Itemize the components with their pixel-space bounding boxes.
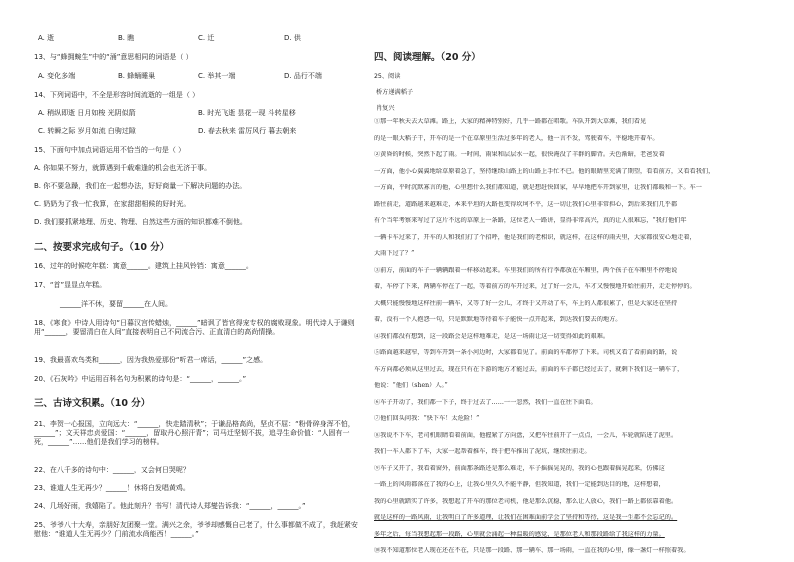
passage-line: ⑥车子开动了，我们都一下子，终于过去了……一一忽然，我们一直在往下面看。 (374, 398, 597, 406)
passage-line: ⑧我说不下车，老司机眼睛看着前面，他握紧了方向盘，又把车往前开了一点点，一会儿，车轮就陷进了泥里。 (374, 431, 678, 439)
passage-title: 桥方递满稻子 (376, 89, 414, 96)
passage-line: ⑦他们回头问我：“快下车！太危险！” (374, 415, 480, 422)
q14-option-b: B. 时光飞逝 昙花一现 斗转星移 (198, 109, 296, 117)
q14-option-c: C. 转瞬之际 岁月如流 白驹过隙 (38, 127, 136, 135)
q12-option-a: A. 逝 (38, 34, 55, 42)
q15-option-d: D. 我们要抓紧地理、历史、物理、自然这些方面的知识都难不倒他。 (34, 218, 247, 226)
passage-line: ②黄昏的时候，突然下起了雨。一时间，雨果和层层水一起，很快淹没了羊群的脚背。天色渐暗，老爸发着 (374, 151, 665, 158)
section-4-heading: 四、阅读理解。（20 分） (374, 52, 481, 63)
q12-option-c: C. 迁 (198, 34, 215, 42)
passage-line: ④我们都没有想到，这一段路会是这样地难走，是这一场雨让这一切变得如此的艰难。 (374, 332, 610, 340)
passage-author: 肖复兴 (376, 105, 395, 112)
passage-line: 他说：“他们（shen）人。” (374, 382, 448, 389)
question-16: 16、过年的时候吃年糕：寓意______。建筑上挂风铃铛：寓意______。 (34, 262, 253, 270)
q15-option-c: C. 奶奶为了我一忙我算，在家甜甜相候的好时光。 (34, 200, 191, 208)
passage-line: 有个当年考察来写过了这片不远的草原上一条路，这位老人一路讲，显得非常高兴，真的让人很难忘，“我打他们年 (374, 217, 687, 224)
passage-line: 就是这样的一路风雨，让我明白了许多道理，让我们在困难面前学会了坚持和等待，这是我一生都不会忘记的。 (374, 514, 678, 521)
q14-option-d: D. 春去秋来 雷厉风行 暮去朝来 (198, 127, 297, 135)
question-17-blank: ______洋不休，要留______在人间。 (60, 300, 172, 308)
q12-option-d: D. 供 (284, 34, 301, 42)
q15-option-b: B. 你不要急躁，我们在一起想办法，好好商量一下解决问题的办法。 (34, 182, 247, 190)
passage-line: ③前方，前面的车子一辆辆跟着一样移动起来。车里我们的所有行李都放在车厢里，两个孩子在车厢里不停地说 (374, 266, 678, 274)
q12-option-b: B. 瞧 (118, 34, 135, 42)
q13-option-c: C. 举其一端 (198, 72, 236, 80)
question-22: 22、在八千多的诗句中：______，又会何日哭呢？ (34, 466, 190, 474)
question-13: 13、与“蜂拥蜿生”中的“涌”意思相同的词语是（ ） (34, 53, 193, 61)
question-23: 23、谁道人生无再少？______！休将白发唱黄鸡。 (34, 484, 190, 492)
passage-line: 多年之后，每当我想起那一段路，心里就会涌起一种温暖的感觉，是那位老人和那段路给了我这样的力量。 (374, 530, 665, 538)
question-25: 25、爷爷八十大寿，亲朋好友团聚一堂。满兴之余，爷爷却感慨自己老了，什么事都做不成了，我赶紧安慰他：“谁道人生无再少？门前流水尚能西！______。” (34, 521, 358, 538)
reading-subheading: 25、阅读 (374, 73, 401, 80)
q13-option-b: B. 蜂蛹睡巢 (118, 72, 156, 80)
passage-line: 我的心里就踏实了许多，我想起了开车的那位老司机，他是那么沉稳，那么让人放心，我们一路上都依靠着他。 (374, 497, 678, 505)
question-15: 15、下面句中加点词语运用不恰当的一句是（ ） (34, 146, 186, 154)
passage-line: 着，车停了下来，两辆车停在了一起，等着前方的车开过来，过了好一会儿，车才又慢慢地开始往前开，走走停停的。 (374, 283, 696, 290)
passage-line: 大概只能慢慢地这样往前一辆车，又等了好一会儿，才终于又开动了车，车上的人都很累了，但是大家还在坚持 (374, 299, 678, 307)
passage-line: 一方面，平时沉默寡言的他，心里想什么我们都知道，就是想赶快回家，早早地把车开到家里，让我们都暖和一下。车一 (374, 184, 702, 191)
passage-line: 一辆卡车过来了，开车的人和我们打了个招呼，他是我们的老相识，就这样，在这样的雨天里，大家都很安心地走着， (374, 233, 696, 241)
question-18: 18、《寒食》中诗人用诗句“日暮汉宫传蜡烛，______”暗讽了皆官得宠专权的腐败现象。明代诗人于谦则用“______，要留清白在人间”直接表明自己不同流合污、正直清白的高尚情操。 (34, 319, 355, 336)
passage-line: ⑨车子又开了，我看着窗外，前面那条路还是那么难走，车子摇摇晃晃的，我的心也跟着摇晃起来，仿佛这 (374, 464, 665, 472)
passage-line: 着，没有一个人抱怨一句，只是默默地等待着车子能快一点开起来，到达我们要去的地方。 (374, 316, 622, 323)
section-2-heading: 二、按要求完成句子。（10 分） (34, 242, 170, 253)
q15-option-a: A. 你如果不努力，就算遇到千载难逢的机会也无济于事。 (34, 164, 212, 172)
q13-option-a: A. 变化多端 (38, 72, 76, 80)
passage-line: ⑩我不知道那位老人现在还在不在，只是那一段路、那一辆车、那一场雨，一直在我的心里，像一盏灯一样照着我。 (374, 547, 690, 554)
passage-line: ①那一年秋天去大草滩。路上，大家的精神特别好，几乎一路都在唱歌。车队开到大草滩，我们看见 (374, 118, 647, 125)
q14-option-a: A. 稍纵即逝 日月如梭 光阴似箭 (38, 109, 136, 117)
q13-option-d: D. 品行不端 (284, 72, 322, 80)
passage-line: 路往前走，道路越来越难走，本来平坦的大路也变得坎坷不平，这一切让我们心里非常担心，到后来我们几乎都 (374, 200, 678, 208)
passage-line: ⑤路面越来越窄，等到车开到一条小河边时，大家都看见了。前面的车都停了下来。司机又看了看前面的路，说 (374, 349, 678, 356)
passage-line: 一路上的风雨都落在了我的心上，让我心里久久不能平静，但我知道，我们一定能到达目的地，这样想着， (374, 481, 665, 488)
passage-line: 车方向都必须从这里过去，现在只有在下游的地方才能过去，前面的车子都已经过去了，就剩下我们这一辆车了， (374, 365, 684, 373)
passage-line: 我们一车人都下了车，大家一起帮着推车，终于把车推出了泥坑，继续往前走。 (374, 448, 591, 455)
passage-line: 一方面，他小心翼翼地给草原着急了，坚持继续山路上的山路上手忙不已。他的眼睛里充满了期望，看看前方，又看看我们， (374, 167, 715, 175)
section-3-heading: 三、古诗文积累。（10 分） (34, 398, 151, 409)
question-19: 19、我最喜欢鸟类和______，因为我热爱那份“听君一席话，______”之感。 (34, 356, 268, 364)
question-17: 17、“首”显显点年糕。 (34, 281, 107, 289)
passage-line: 大雨下过了？” (374, 250, 415, 257)
question-21: 21、李贺一心报国，立向远大：“______，快走踏清秋”；于谦品格高尚，坚贞不屈：“粉骨碎身浑不怕，______”；文天祥忠贞爱国：“______，留取丹心照汗青”；司马迁坚韧不拔，追寻生命价值：“人固有一死，______”……他们是我们学习的榜样。 (34, 420, 355, 446)
passage-line: 的是一眼大稻子干，开车的是一个在草原里生活过多年的老人，他一言不发，驾驶着车，平稳地开着车。 (374, 134, 659, 142)
question-24: 24、几场好雨，我嬉陷了。他此刻升？书写！清代诗人郑燮告诉我：“______，______。” (34, 502, 306, 510)
question-14: 14、下列词语中，不全是形容时间流逝的一组是（ ） (34, 91, 200, 99)
question-20: 20、《石灰吟》中运用百科名句为积累的诗句是：“______，______。” (34, 375, 247, 383)
